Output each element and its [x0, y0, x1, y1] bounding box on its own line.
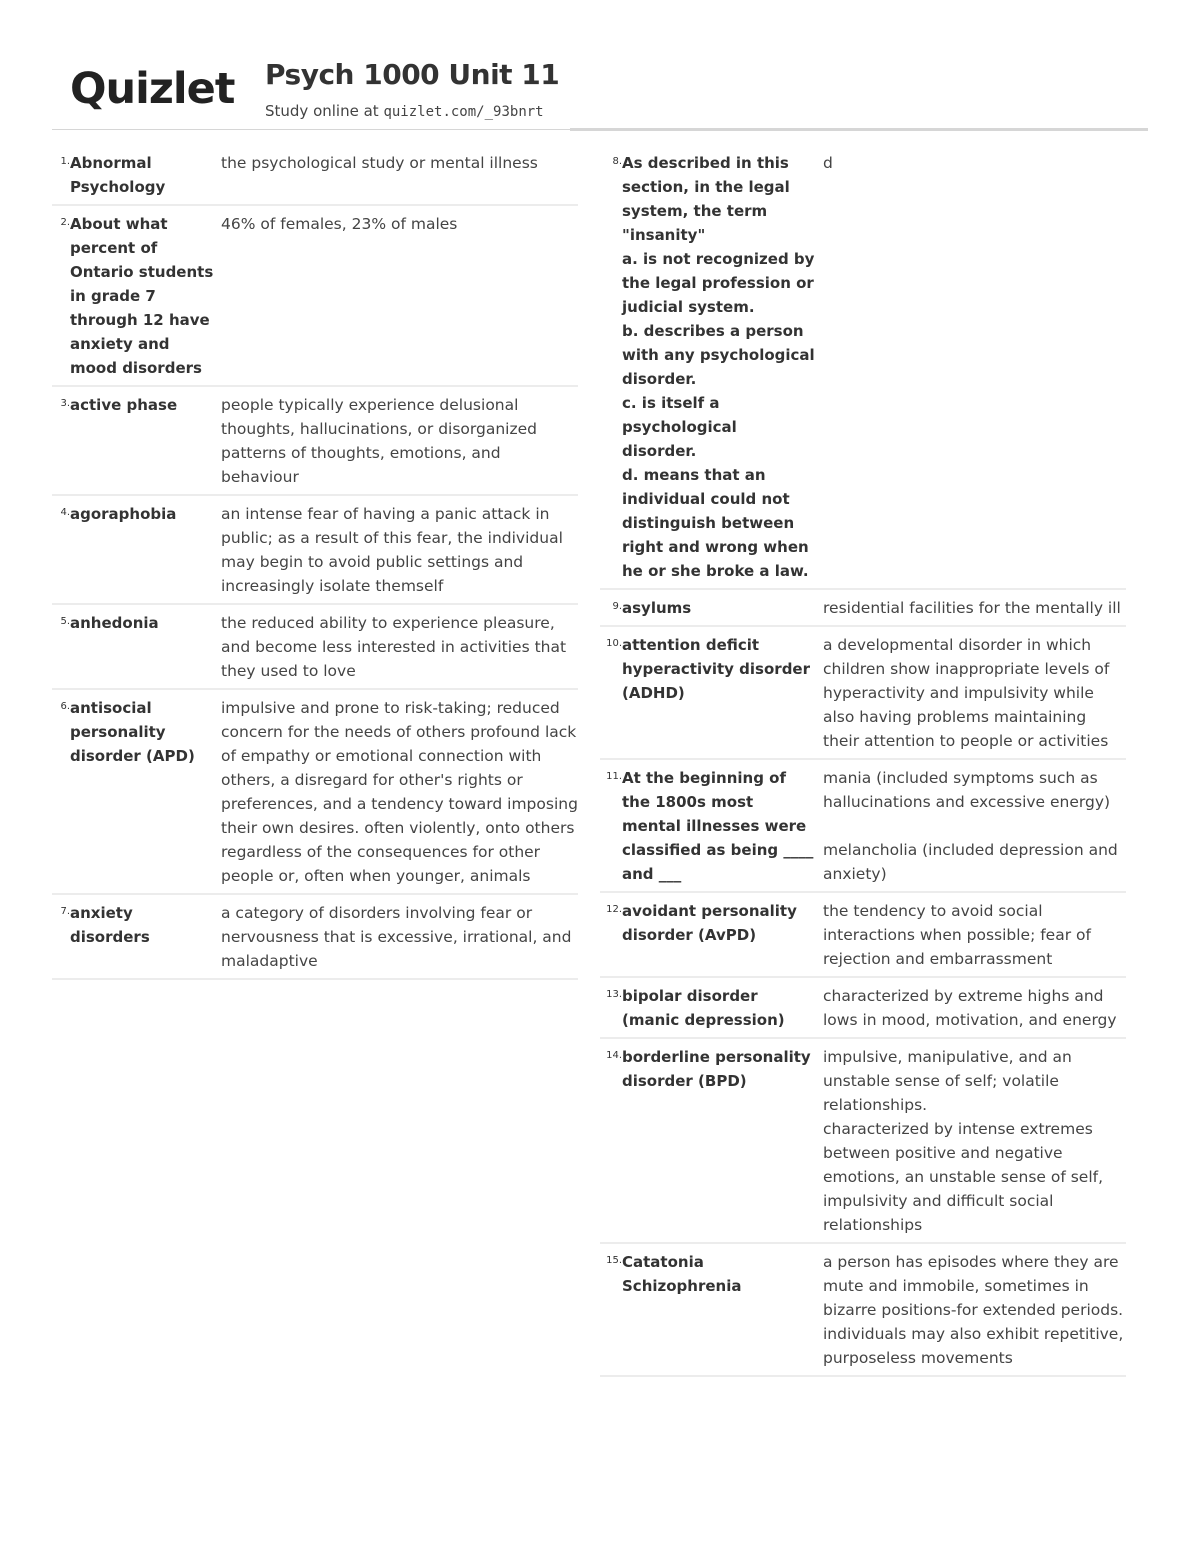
card-term: anhedonia [70, 614, 159, 632]
card-term: active phase [70, 396, 178, 414]
definition-part-b: melancholia (included depression and anxiety) [823, 841, 1118, 883]
card-row-14 [600, 1039, 1126, 1244]
card-definition [823, 1045, 1126, 1237]
card-row-4 [52, 496, 578, 605]
card-row-8 [600, 145, 1126, 590]
card-term: borderline personality disorder (BPD) [622, 1048, 811, 1090]
left-card-column [52, 145, 578, 980]
card-number: 13. [606, 989, 622, 1000]
card-number: 7. [60, 906, 70, 917]
card-number: 12. [606, 904, 622, 915]
definition-part-a: impulsive, manipulative, and an unstable sense of self; volatile relationships. [823, 1048, 1072, 1114]
card-definition: a category of disorders involving fear or nervousness that is excessive, irrational, and maladaptive [221, 904, 572, 970]
card-definition [823, 766, 1126, 886]
card-term: About what percent of Ontario students in grade 7 through 12 have anxiety and mood disorders [70, 215, 214, 377]
card-number: 11. [606, 771, 622, 782]
card-number: 10. [606, 638, 622, 649]
definition-spacer [823, 814, 1126, 838]
card-number: 15. [606, 1255, 622, 1266]
card-row-3 [52, 387, 578, 496]
header-divider-right [570, 128, 1148, 131]
definition-part-b: characterized by intense extremes between positive and negative emotions, an unstable sense of self, impulsivity and difficult social relationships [823, 1120, 1104, 1234]
card-definition: the reduced ability to experience pleasure, and become less interested in activities that they used to love [221, 614, 567, 680]
card-number: 1. [60, 156, 70, 167]
quizlet-logo: Quizlet [70, 64, 235, 114]
card-term: avoidant personality disorder (AvPD) [622, 902, 797, 944]
header-divider-left [52, 129, 570, 130]
card-number: 5. [60, 616, 70, 627]
card-row-7 [52, 895, 578, 980]
card-term: Abnormal Psychology [70, 154, 166, 196]
card-definition: an intense fear of having a panic attack in public; as a result of this fear, the individual may begin to avoid public settings and increasingly isolate themself [221, 505, 563, 595]
card-row-15 [600, 1244, 1126, 1377]
card-definition: the tendency to avoid social interactions when possible; fear of rejection and embarrassment [823, 902, 1091, 968]
card-definition: the psychological study or mental illness [221, 154, 538, 172]
card-definition: d [823, 154, 833, 172]
card-term: anxiety disorders [70, 904, 150, 946]
term-option-c: c. is itself a psychological disorder. [622, 394, 737, 460]
card-term: attention deficit hyperactivity disorder (ADHD) [622, 636, 810, 702]
card-number: 6. [60, 701, 70, 712]
card-definition: characterized by extreme highs and lows in mood, motivation, and energy [823, 987, 1117, 1029]
term-option-d: d. means that an individual could not distinguish between right and wrong when he or she broke a law. [622, 466, 809, 580]
card-term: asylums [622, 599, 692, 617]
card-row-9 [600, 590, 1126, 627]
card-term: bipolar disorder (manic depression) [622, 987, 785, 1029]
page-header [0, 0, 1200, 140]
card-row-2 [52, 206, 578, 387]
card-number: 4. [60, 507, 70, 518]
card-row-5 [52, 605, 578, 690]
card-definition: people typically experience delusional thoughts, hallucinations, or disorganized patterns of thoughts, emotions, and behaviour [221, 396, 537, 486]
card-term: At the beginning of the 1800s most mental illnesses were classified as being ____ and ___ [622, 769, 814, 883]
card-definition: 46% of females, 23% of males [221, 215, 458, 233]
card-definition: a person has episodes where they are mute and immobile, sometimes in bizarre positions-for extended periods. individuals may also exhibit repetitive, purposeless movements [823, 1253, 1124, 1367]
card-term: Catatonia Schizophrenia [622, 1253, 742, 1295]
card-row-6 [52, 690, 578, 895]
page-title: Psych 1000 Unit 11 [265, 58, 560, 91]
study-online-line [265, 102, 544, 120]
term-option-a: a. is not recognized by the legal profession or judicial system. [622, 250, 815, 316]
card-number: 2. [60, 217, 70, 228]
card-number: 3. [60, 398, 70, 409]
card-term [622, 151, 823, 583]
card-definition: a developmental disorder in which children show inappropriate levels of hyperactivity and impulsivity while also having problems maintaining their attention to people or activities [823, 636, 1110, 750]
card-row-10 [600, 627, 1126, 760]
card-row-13 [600, 978, 1126, 1039]
definition-part-a: mania (included symptoms such as hallucinations and excessive energy) [823, 769, 1111, 811]
card-number: 9. [612, 601, 622, 612]
card-definition: residential facilities for the mentally ill [823, 599, 1121, 617]
study-prefix: Study online at [265, 102, 384, 120]
card-number: 8. [612, 156, 622, 167]
study-url[interactable]: quizlet.com/_93bnrt [383, 104, 544, 120]
term-option-b: b. describes a person with any psychological disorder. [622, 322, 815, 388]
card-number: 14. [606, 1050, 622, 1061]
card-term: antisocial personality disorder (APD) [70, 699, 195, 765]
card-row-12 [600, 893, 1126, 978]
card-row-11 [600, 760, 1126, 893]
card-term: agoraphobia [70, 505, 177, 523]
right-card-column [600, 145, 1126, 1377]
card-row-1 [52, 145, 578, 206]
term-question: As described in this section, in the legal system, the term "insanity" [622, 154, 790, 244]
card-definition: impulsive and prone to risk-taking; reduced concern for the needs of others profound lack of empathy or emotional connection with others, a disregard for other's rights or preferences, and a tendency toward imposing their own desires. often violently, onto others regardless of the consequences for other people or, often when younger, animals [221, 699, 578, 885]
